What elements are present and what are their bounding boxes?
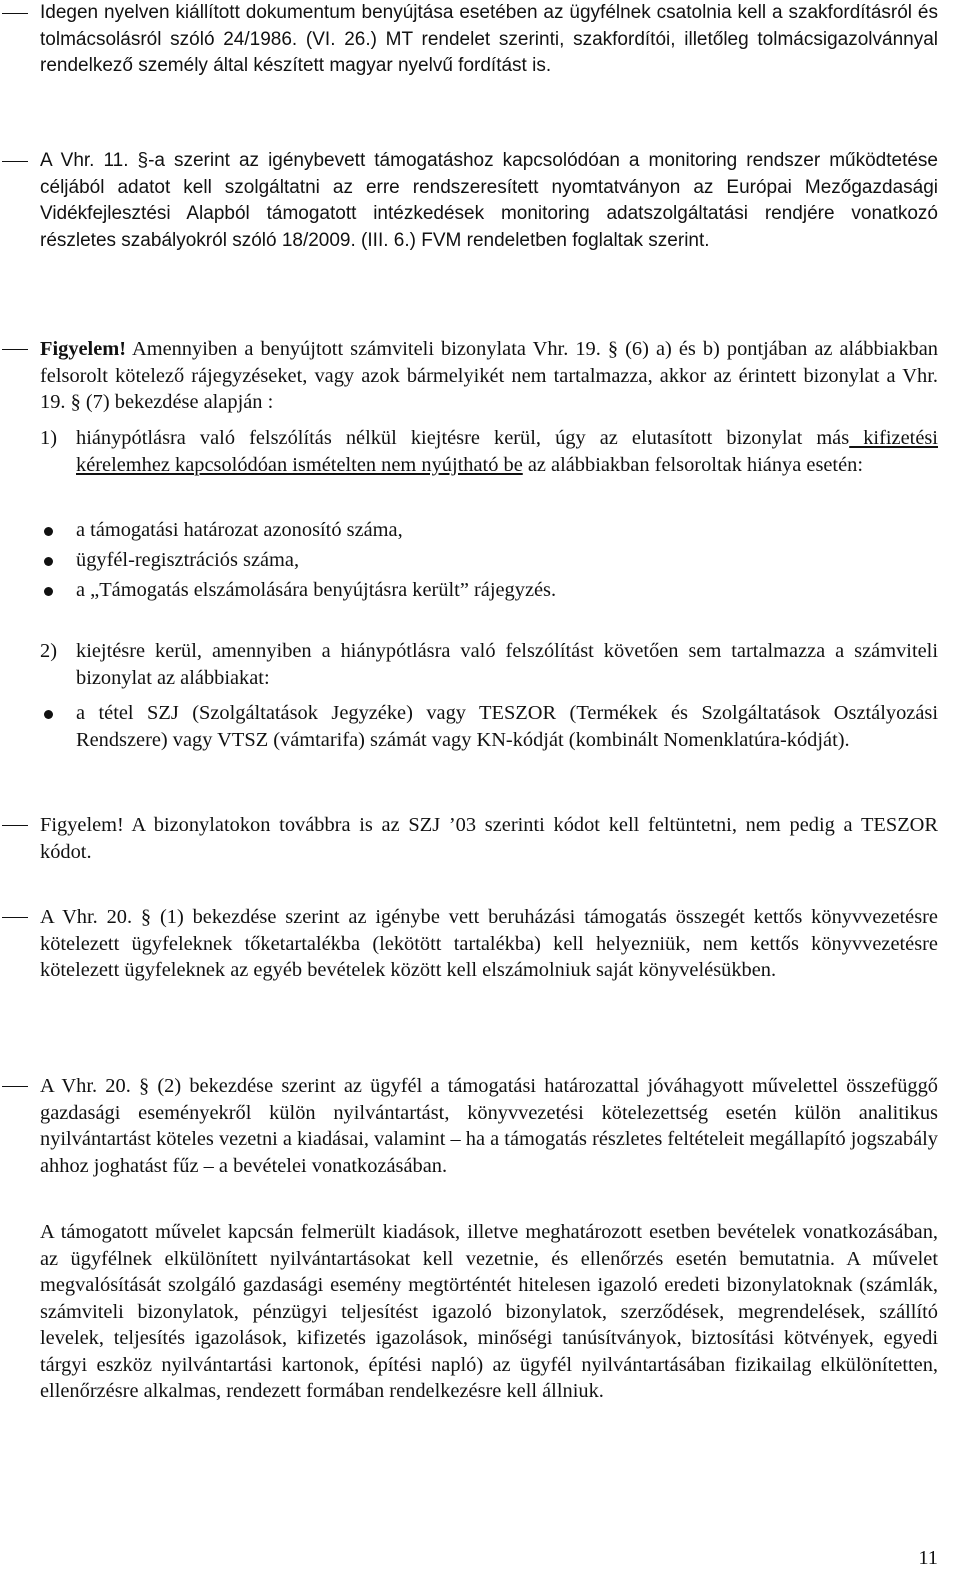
page-number: 11 [918,1547,938,1569]
attention-text: Amennyiben a benyújtott számviteli bizonylata Vhr. 19. § (6) a) és b) pontjában az alábbiakban felsorolt kötelező rájegyzéseket, vagy azok bármelyikét nem tartalmazza, akkor az érintett bizonylat a Vhr. 19. § (7) bekezdése alapján : [40,338,938,413]
paragraph-supporting-documents: A támogatott művelet kapcsán felmerült kiadások, illetve meghatározott esetben bevételek vonatkozásában, az ügyfélnek elkülönített nyilvántartásokat kell vezetnie, és ellenőrzés esetén bemutatnia. A művelet megvalósítását szolgáló gazdasági esemény megtörténtét hitelesen igazoló eredeti bizonylatoknak (számlák, számviteli bizonylatok, pénzügyi teljesítést igazoló bizonylatok, szerződések, megrendelések, szállító levelek, teljesítés igazolások, kifizetés igazolások, minőségi tanúsítványok, biztosítási kötvények, egyedi tárgyi eszköz nyilvántartási kartonok, építési napló) az ügyfél nyilvántartásában fizikailag elkülönítetten, ellenőrzésre alkalmas, rendezett formában rendelkezésre kell állniuk. [40,1221,938,1402]
list-item: a „Támogatás elszámolására benyújtásra került” rájegyzés. [76,579,557,601]
bullet-icon [44,557,53,566]
dash-marker [2,13,28,14]
dash-marker [2,825,28,826]
paragraph-foreign-document: Idegen nyelven kiállított dokumentum benyújtása esetében az ügyfélnek csatolnia kell a szakfordításról és tolmácsolásról szóló 24/1986. (VI. 26.) MT rendelet szerinti, szakfordítói, illetőleg tolmácsigazolvánnyal rendelkező személy által készített magyar nyelvű fordítást is. [40,2,938,76]
list-item-1-underlined: kifizetési kérelemhez kapcsolódóan ismételten nem nyújtható be [76,427,938,476]
bullet-icon [44,527,53,536]
paragraph-attention-codes: Figyelem! A bizonylatokon továbbra is az SZJ ’03 szerinti kódot kell feltüntetni, nem pedig a TESZOR kódot. [40,814,938,863]
paragraph-capital-reserve: A Vhr. 20. § (1) bekezdése szerint az igénybe vett beruházási támogatás összegét kettős könyvvezetésre kötelezett ügyfeleknek tőketartalékba (lekötött tartalékba) kell helyezniük, nem kettős könyvvezetésre kötelezett ügyfeleknek az egyéb bevételek között kell elszámolniuk saját könyvelésükben. [40,906,938,981]
list-item-1-tail: az alábbiakban felsoroltak hiánya esetén: [522,453,864,476]
list-number: 1) [40,427,57,449]
attention-label: Figyelem! [40,338,127,360]
list-item: a támogatási határozat azonosító száma, [76,519,403,541]
dash-marker [2,917,28,918]
list-item-1-text: hiánypótlásra való felszólítás nélkül kiejtésre kerül, úgy az elutasított bizonylat más [76,427,850,449]
list-item-1 [76,425,938,478]
bullet-icon [44,710,53,719]
list-item-2: kiejtésre kerül, amennyiben a hiánypótlásra való felszólítást követően sem tartalmazza a számviteli bizonylat az alábbiakat: [76,640,938,689]
list-item: a tétel SZJ (Szolgáltatások Jegyzéke) vagy TESZOR (Termékek és Szolgáltatások Osztályozási Rendszere) vagy VTSZ (vámtarifa) számát vagy KN-kódját (kombinált Nomenklatúra-kódját). [76,702,938,751]
paragraph-records: A Vhr. 20. § (2) bekezdése szerint az ügyfél a támogatási határozattal jóváhagyott művelettel összefüggő gazdasági eseményekről külön nyilvántartást, könyvvezetési kötelezettség esetén külön analitikus nyilvántartást köteles vezetni a kiadásai, valamint – ha a támogatás részletes feltételeit megállapító jogszabály ahhoz joghatást fűz – a bevételei vonatkozásában. [40,1075,938,1177]
paragraph-attention-receipts [40,336,938,416]
list-item: ügyfél-regisztrációs száma, [76,549,300,571]
dash-marker [2,161,28,162]
list-number: 2) [40,640,57,662]
bullet-icon [44,587,53,596]
dash-marker [2,1086,28,1087]
dash-marker [2,349,28,350]
paragraph-monitoring: A Vhr. 11. §-a szerint az igénybevett támogatáshoz kapcsolódóan a monitoring rendszer működtetése céljából adatot kell szolgáltatni az erre rendszeresített nyomtatványon az Európai Mezőgazdasági Vidékfejlesztési Alapból támogatott intézkedések monitoring adatszolgáltatási rendjére vonatkozó részletes szabályokról szóló 18/2009. (III. 6.) FVM rendeletben foglaltak szerint. [40,150,938,251]
